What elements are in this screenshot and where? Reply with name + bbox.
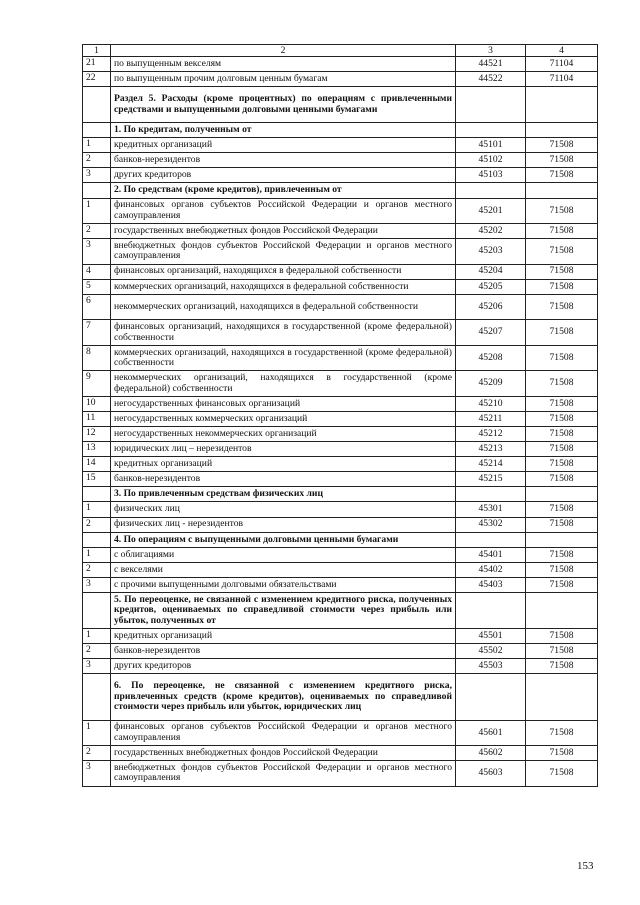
- symbol-code-cell: [526, 674, 598, 720]
- table-row: [83, 371, 598, 397]
- table-row: [83, 502, 598, 517]
- account-code-cell: 45601: [456, 720, 526, 746]
- description-cell: по выпущенным прочим долговым ценным бумагам: [111, 72, 456, 87]
- row-number-cell: 3: [83, 168, 111, 183]
- table-row: [83, 761, 598, 787]
- table-row: [83, 427, 598, 442]
- page-number: 153: [577, 860, 594, 872]
- account-code-cell: [456, 87, 526, 123]
- description-cell: других кредиторов: [111, 168, 456, 183]
- row-number-cell: 2: [83, 746, 111, 761]
- row-number-cell: 3: [83, 659, 111, 674]
- symbol-code-cell: 71508: [526, 264, 598, 279]
- symbol-code-cell: 71508: [526, 562, 598, 577]
- row-number-cell: 11: [83, 411, 111, 426]
- account-code-cell: 45208: [456, 345, 526, 371]
- column-header-4: 4: [526, 45, 598, 57]
- symbol-code-cell: 71508: [526, 371, 598, 397]
- row-number-cell: 8: [83, 345, 111, 371]
- section-heading-row: [83, 593, 598, 629]
- row-number-cell: [83, 123, 111, 138]
- description-cell: негосударственных коммерческих организаций: [111, 411, 456, 426]
- symbol-code-cell: 71104: [526, 57, 598, 72]
- table-row: [83, 153, 598, 168]
- table-row: [83, 746, 598, 761]
- symbol-code-cell: 71508: [526, 547, 598, 562]
- symbol-code-cell: 71508: [526, 517, 598, 532]
- symbol-code-cell: 71508: [526, 168, 598, 183]
- table-row: [83, 577, 598, 592]
- table-body: [83, 57, 598, 787]
- description-cell: коммерческих организаций, находящихся в государственной (кроме федеральной) собственности: [111, 345, 456, 371]
- symbol-code-cell: 71508: [526, 442, 598, 457]
- description-cell: внебюджетных фондов субъектов Российской Федерации и органов местного самоуправления: [111, 761, 456, 787]
- account-code-cell: 45215: [456, 472, 526, 487]
- symbol-code-cell: 71104: [526, 72, 598, 87]
- symbol-code-cell: [526, 123, 598, 138]
- section-heading-row: [83, 674, 598, 720]
- description-cell: финансовых организаций, находящихся в государственной (кроме федеральной) собственности: [111, 320, 456, 346]
- row-number-cell: 1: [83, 720, 111, 746]
- row-number-cell: 2: [83, 562, 111, 577]
- row-number-cell: 3: [83, 761, 111, 787]
- column-header-1: 1: [83, 45, 111, 57]
- document-table-container: [82, 44, 597, 787]
- account-code-cell: 45202: [456, 224, 526, 239]
- table-row: [83, 168, 598, 183]
- row-number-cell: 2: [83, 224, 111, 239]
- account-code-cell: 45205: [456, 279, 526, 294]
- symbol-code-cell: 71508: [526, 198, 598, 224]
- row-number-cell: 5: [83, 279, 111, 294]
- row-number-cell: 14: [83, 457, 111, 472]
- table-row: [83, 472, 598, 487]
- column-header-2: 2: [111, 45, 456, 57]
- description-cell: кредитных организаций: [111, 138, 456, 153]
- account-code-cell: 45402: [456, 562, 526, 577]
- section-heading-row: [83, 487, 598, 502]
- row-number-cell: 13: [83, 442, 111, 457]
- table-row: [83, 644, 598, 659]
- account-code-cell: 45204: [456, 264, 526, 279]
- account-code-cell: 45211: [456, 411, 526, 426]
- row-number-cell: 2: [83, 644, 111, 659]
- symbol-code-cell: 71508: [526, 239, 598, 265]
- account-code-cell: 45401: [456, 547, 526, 562]
- table-row: [83, 138, 598, 153]
- symbol-code-cell: 71508: [526, 472, 598, 487]
- row-number-cell: [83, 183, 111, 198]
- account-code-cell: 45213: [456, 442, 526, 457]
- section-heading-cell: 2. По средствам (кроме кредитов), привлеченным от: [111, 183, 456, 198]
- section-heading-row: [83, 123, 598, 138]
- table-row: [83, 547, 598, 562]
- symbol-code-cell: 71508: [526, 761, 598, 787]
- symbol-code-cell: 71508: [526, 628, 598, 643]
- symbol-code-cell: 71508: [526, 138, 598, 153]
- description-cell: кредитных организаций: [111, 628, 456, 643]
- symbol-code-cell: 71508: [526, 577, 598, 592]
- description-cell: физических лиц: [111, 502, 456, 517]
- account-code-cell: 45214: [456, 457, 526, 472]
- symbol-code-cell: [526, 183, 598, 198]
- row-number-cell: [83, 593, 111, 629]
- description-cell: некоммерческих организаций, находящихся в государственной (кроме федеральной) собственности: [111, 371, 456, 397]
- account-code-cell: [456, 593, 526, 629]
- symbol-code-cell: 71508: [526, 411, 598, 426]
- symbol-code-cell: 71508: [526, 396, 598, 411]
- description-cell: негосударственных финансовых организаций: [111, 396, 456, 411]
- account-code-cell: [456, 123, 526, 138]
- description-cell: по выпущенным векселям: [111, 57, 456, 72]
- account-code-cell: 45203: [456, 239, 526, 265]
- table-row: [83, 442, 598, 457]
- description-cell: банков-нерезидентов: [111, 153, 456, 168]
- section-heading-cell: 1. По кредитам, полученным от: [111, 123, 456, 138]
- table-row: [83, 72, 598, 87]
- description-cell: других кредиторов: [111, 659, 456, 674]
- table-row: [83, 517, 598, 532]
- table-row: [83, 628, 598, 643]
- symbol-code-cell: 71508: [526, 279, 598, 294]
- description-cell: банков-нерезидентов: [111, 644, 456, 659]
- row-number-cell: 9: [83, 371, 111, 397]
- description-cell: финансовых органов субъектов Российской Федерации и органов местного самоуправления: [111, 720, 456, 746]
- account-code-cell: 45501: [456, 628, 526, 643]
- table-row: [83, 198, 598, 224]
- row-number-cell: 22: [83, 72, 111, 87]
- column-number-header-row: [83, 45, 598, 57]
- section-heading-row: [83, 532, 598, 547]
- table-row: [83, 659, 598, 674]
- symbol-code-cell: 71508: [526, 427, 598, 442]
- description-cell: банков-нерезидентов: [111, 472, 456, 487]
- description-cell: с векселями: [111, 562, 456, 577]
- row-number-cell: 7: [83, 320, 111, 346]
- account-code-cell: 45207: [456, 320, 526, 346]
- section-heading-cell: Раздел 5. Расходы (кроме процентных) по операциям с привлеченными средствами и выпущенными долговыми ценными бумагами: [111, 87, 456, 123]
- row-number-cell: 1: [83, 628, 111, 643]
- row-number-cell: 1: [83, 198, 111, 224]
- column-header-3: 3: [456, 45, 526, 57]
- symbol-code-cell: [526, 593, 598, 629]
- account-code-cell: [456, 487, 526, 502]
- table-row: [83, 411, 598, 426]
- description-cell: с прочими выпущенными долговыми обязательствами: [111, 577, 456, 592]
- row-number-cell: [83, 674, 111, 720]
- row-number-cell: 10: [83, 396, 111, 411]
- section-heading-cell: 5. По переоценке, не связанной с изменением кредитного риска, полученных кредитов, оцениваемых по справедливой стоимости через прибыль или убыток, полученных от: [111, 593, 456, 629]
- row-number-cell: [83, 532, 111, 547]
- table-row: [83, 562, 598, 577]
- symbol-code-cell: 71508: [526, 320, 598, 346]
- row-number-cell: 1: [83, 502, 111, 517]
- description-cell: внебюджетных фондов субъектов Российской Федерации и органов местного самоуправления: [111, 239, 456, 265]
- account-code-cell: 44521: [456, 57, 526, 72]
- section-heading-cell: 6. По переоценке, не связанной с изменением кредитного риска, привлеченных средств (кроме кредитов), оцениваемых по справедливой стоимости через прибыль или убыток, юридических лиц: [111, 674, 456, 720]
- table-row: [83, 264, 598, 279]
- description-cell: коммерческих организаций, находящихся в федеральной собственности: [111, 279, 456, 294]
- symbol-code-cell: 71508: [526, 153, 598, 168]
- account-code-cell: 45602: [456, 746, 526, 761]
- account-code-cell: 45206: [456, 294, 526, 320]
- account-code-cell: 45210: [456, 396, 526, 411]
- account-code-cell: [456, 183, 526, 198]
- row-number-cell: 3: [83, 577, 111, 592]
- description-cell: финансовых организаций, находящихся в федеральной собственности: [111, 264, 456, 279]
- section-heading-row: [83, 87, 598, 123]
- row-number-cell: [83, 87, 111, 123]
- symbol-code-cell: 71508: [526, 746, 598, 761]
- row-number-cell: 1: [83, 138, 111, 153]
- account-code-cell: 45212: [456, 427, 526, 442]
- symbol-code-cell: 71508: [526, 457, 598, 472]
- account-code-cell: 45201: [456, 198, 526, 224]
- table-row: [83, 345, 598, 371]
- account-code-cell: 45301: [456, 502, 526, 517]
- row-number-cell: 1: [83, 547, 111, 562]
- account-code-cell: 45209: [456, 371, 526, 397]
- account-code-cell: [456, 532, 526, 547]
- table-row: [83, 239, 598, 265]
- account-code-cell: [456, 674, 526, 720]
- symbol-code-cell: 71508: [526, 345, 598, 371]
- symbol-code-cell: 71508: [526, 659, 598, 674]
- account-code-cell: 45502: [456, 644, 526, 659]
- table-row: [83, 720, 598, 746]
- row-number-cell: 12: [83, 427, 111, 442]
- account-code-cell: 45103: [456, 168, 526, 183]
- row-number-cell: 21: [83, 57, 111, 72]
- description-cell: юридических лиц – нерезидентов: [111, 442, 456, 457]
- section-heading-cell: 3. По привлеченным средствам физических лиц: [111, 487, 456, 502]
- account-code-cell: 45603: [456, 761, 526, 787]
- account-code-cell: 45101: [456, 138, 526, 153]
- table-row: [83, 320, 598, 346]
- symbol-code-cell: 71508: [526, 502, 598, 517]
- account-code-cell: 45503: [456, 659, 526, 674]
- section-heading-cell: 4. По операциям с выпущенными долговыми ценными бумагами: [111, 532, 456, 547]
- table-row: [83, 294, 598, 320]
- symbol-code-cell: 71508: [526, 644, 598, 659]
- description-cell: с облигациями: [111, 547, 456, 562]
- account-codes-table: [82, 44, 598, 787]
- symbol-code-cell: [526, 487, 598, 502]
- description-cell: некоммерческих организаций, находящихся в федеральной собственности: [111, 294, 456, 320]
- row-number-cell: [83, 487, 111, 502]
- symbol-code-cell: 71508: [526, 720, 598, 746]
- description-cell: государственных внебюджетных фондов Российской Федерации: [111, 746, 456, 761]
- symbol-code-cell: [526, 87, 598, 123]
- table-row: [83, 457, 598, 472]
- symbol-code-cell: 71508: [526, 224, 598, 239]
- table-row: [83, 57, 598, 72]
- description-cell: государственных внебюджетных фондов Российской Федерации: [111, 224, 456, 239]
- row-number-cell: 4: [83, 264, 111, 279]
- description-cell: кредитных организаций: [111, 457, 456, 472]
- table-row: [83, 224, 598, 239]
- row-number-cell: 15: [83, 472, 111, 487]
- row-number-cell: 3: [83, 239, 111, 265]
- section-heading-row: [83, 183, 598, 198]
- table-row: [83, 279, 598, 294]
- description-cell: финансовых органов субъектов Российской Федерации и органов местного самоуправления: [111, 198, 456, 224]
- description-cell: негосударственных некоммерческих организаций: [111, 427, 456, 442]
- table-row: [83, 396, 598, 411]
- account-code-cell: 45403: [456, 577, 526, 592]
- account-code-cell: 44522: [456, 72, 526, 87]
- symbol-code-cell: [526, 532, 598, 547]
- row-number-cell: 2: [83, 153, 111, 168]
- account-code-cell: 45302: [456, 517, 526, 532]
- row-number-cell: 6: [83, 294, 111, 320]
- row-number-cell: 2: [83, 517, 111, 532]
- account-code-cell: 45102: [456, 153, 526, 168]
- description-cell: физических лиц - нерезидентов: [111, 517, 456, 532]
- symbol-code-cell: 71508: [526, 294, 598, 320]
